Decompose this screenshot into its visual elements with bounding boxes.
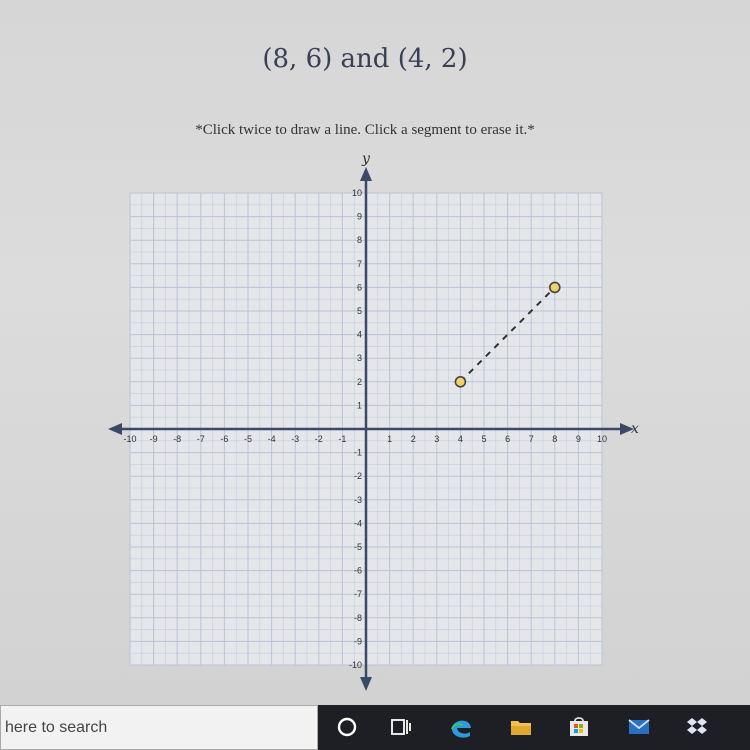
x-tick-label: 8	[552, 434, 558, 444]
y-axis-bottom-arrow	[360, 677, 372, 691]
y-tick-label: -2	[353, 471, 362, 482]
y-axis-label: y	[362, 151, 370, 167]
y-tick-label: -6	[353, 565, 362, 576]
taskbar	[0, 705, 750, 750]
mail-icon[interactable]	[626, 715, 652, 739]
x-tick-label: 7	[528, 434, 534, 444]
x-tick-label: -6	[220, 434, 229, 444]
x-tick-label: -2	[314, 434, 323, 444]
y-tick-label: -5	[353, 542, 362, 552]
y-tick-label: -4	[353, 518, 362, 529]
task-view-icon[interactable]	[388, 715, 414, 739]
y-tick-label: 4	[356, 329, 362, 340]
y-tick-label: 1	[356, 400, 362, 411]
y-tick-label: -10	[348, 660, 362, 670]
y-tick-label: 7	[356, 258, 362, 269]
x-tick-label: -9	[149, 434, 158, 444]
y-tick-label: 3	[356, 353, 362, 364]
question-title: (8, 6) and (4, 2)	[262, 44, 468, 74]
file-explorer-icon[interactable]	[508, 715, 534, 739]
y-tick-label: 5	[356, 306, 362, 316]
y-tick-label: 10	[351, 188, 362, 198]
y-tick-label: -3	[353, 494, 362, 505]
x-tick-label: 6	[505, 434, 511, 444]
x-tick-label: 2	[410, 434, 416, 444]
y-tick-label: -1	[353, 447, 362, 458]
x-tick-label: 3	[434, 434, 440, 444]
x-tick-label: 1	[387, 434, 393, 444]
dropbox-icon[interactable]	[684, 715, 710, 739]
x-tick-label: 10	[596, 434, 608, 444]
y-tick-label: -9	[353, 636, 362, 647]
x-axis-label: x	[631, 421, 639, 437]
x-tick-label: 9	[575, 434, 581, 444]
x-tick-label: -1	[338, 434, 347, 444]
x-tick-label: -4	[267, 434, 276, 444]
y-tick-label: -8	[353, 612, 362, 623]
x-tick-label: 4	[457, 434, 463, 444]
edge-icon[interactable]	[448, 715, 474, 739]
y-axis-top-arrow	[360, 167, 372, 181]
y-tick-label: 2	[356, 376, 362, 387]
store-icon[interactable]	[566, 715, 592, 739]
y-tick-label: -7	[353, 589, 362, 600]
x-tick-label: -7	[196, 434, 205, 444]
plotted-point[interactable]	[550, 282, 560, 292]
cortana-icon[interactable]	[334, 715, 360, 739]
y-tick-label: 9	[356, 211, 362, 222]
plotted-point[interactable]	[455, 377, 465, 387]
x-tick-label: -10	[123, 434, 137, 444]
taskbar-search-box[interactable]	[0, 705, 318, 750]
search-placeholder: here to search	[5, 719, 108, 736]
x-tick-label: 5	[481, 434, 487, 444]
x-tick-label: -5	[243, 434, 253, 444]
x-axis-left-arrow	[108, 423, 122, 435]
y-tick-label: 8	[356, 235, 362, 246]
instructions-text: *Click twice to draw a line. Click a segment to erase it.*	[195, 122, 535, 138]
x-tick-label: -8	[173, 434, 182, 444]
x-tick-label: -3	[291, 434, 300, 444]
y-tick-label: 6	[356, 282, 362, 293]
